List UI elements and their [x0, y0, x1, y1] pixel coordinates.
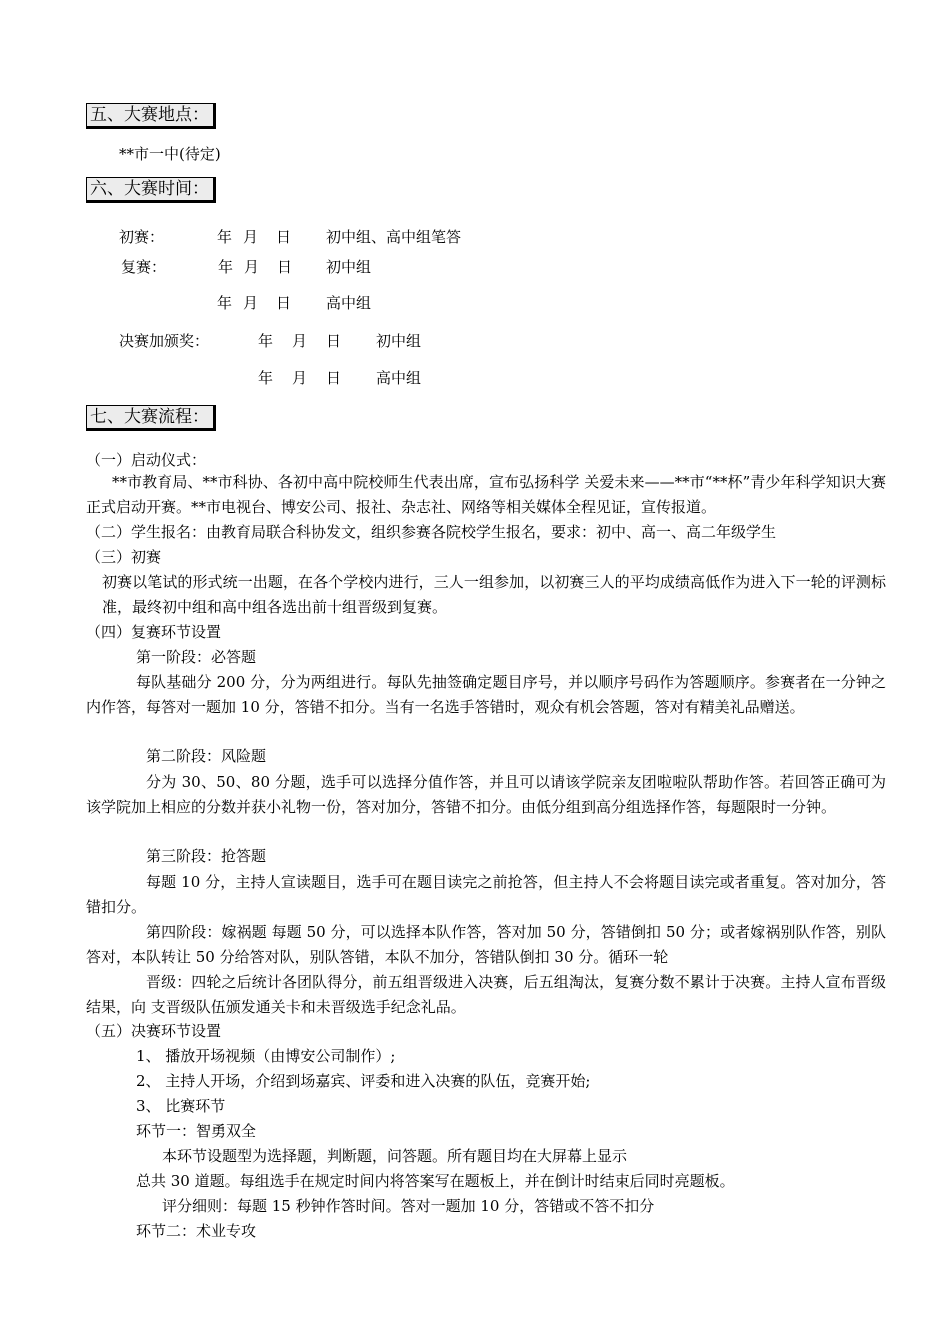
subsection-title-preliminary: （三）初赛 — [86, 548, 162, 566]
stage1-title: 第一阶段：必答题 — [136, 648, 257, 666]
schedule-day: 日 — [326, 369, 342, 387]
schedule-label: 决赛加颁奖： — [119, 332, 210, 350]
subsection-title-final: （五）决赛环节设置 — [86, 1022, 222, 1040]
stage1-paragraph: 每队基础分 200 分，分为两组进行。每队先抽签确定题目序号，并以顺序号码作为答题顺序。参赛者在一分钟之内作答，每答对一题加 10 分，答错不扣分。当有一名选手答错时，观众有机会答题，答对有精美礼品赠送。 — [86, 673, 886, 716]
schedule-year: 年 — [217, 228, 233, 246]
schedule-year: 年 — [258, 369, 274, 387]
schedule-day: 日 — [326, 332, 342, 350]
section-heading-venue: 五、大赛地点： — [86, 103, 216, 129]
section-heading-process: 七、大赛流程： — [86, 405, 216, 431]
schedule-group: 初中组 — [376, 332, 422, 350]
venue-text: **市一中(待定) — [119, 145, 221, 163]
final-item-2: 2、 主持人开场，介绍到场嘉宾、评委和进入决赛的队伍，竞赛开始; — [136, 1072, 591, 1090]
schedule-year: 年 — [258, 332, 274, 350]
schedule-month: 月 — [244, 258, 260, 276]
subsection-title-semifinal: （四）复赛环节设置 — [86, 623, 222, 641]
schedule-month: 月 — [243, 228, 259, 246]
schedule-group: 高中组 — [376, 369, 422, 387]
section-heading-time: 六、大赛时间： — [86, 177, 216, 203]
final-item-3: 3、 比赛环节 — [136, 1097, 226, 1115]
stage2-title: 第二阶段：风险题 — [146, 747, 267, 765]
registration-paragraph: （二）学生报名：由教育局联合科协发文，组织参赛各院校学生报名，要求：初中、高一、高二年级学生 — [86, 523, 777, 541]
final-item-1: 1、 播放开场视频（由博安公司制作）; — [136, 1047, 396, 1065]
schedule-month: 月 — [292, 332, 308, 350]
link1-scoring: 评分细则：每题 15 秒钟作答时间。答对一题加 10 分，答错或不答不扣分 — [162, 1197, 655, 1215]
schedule-day: 日 — [276, 228, 292, 246]
link1-title: 环节一：智勇双全 — [136, 1122, 257, 1140]
link1-text-continued: 总共 30 道题。每组选手在规定时间内将答案写在题板上，并在倒计时结束后同时亮题板。 — [136, 1172, 735, 1190]
subsection-title-launch: （一）启动仪式： — [86, 451, 207, 469]
stage3-title: 第三阶段：抢答题 — [146, 847, 267, 865]
schedule-label: 初赛： — [119, 228, 165, 246]
preliminary-paragraph: 初赛以笔试的形式统一出题，在各个学校内进行，三人一组参加，以初赛三人的平均成绩高低作为进入下一轮的评测标准，最终初中组和高中组各选出前十组晋级到复赛。 — [102, 573, 886, 616]
schedule-day: 日 — [277, 258, 293, 276]
schedule-month: 月 — [243, 294, 259, 312]
link2-title: 环节二：术业专攻 — [136, 1222, 257, 1240]
schedule-month: 月 — [292, 369, 308, 387]
schedule-year: 年 — [217, 294, 233, 312]
launch-paragraph: **市教育局、**市科协、各初中高中院校师生代表出席，宣布弘扬科学 关爱未来——**市“**杯”青少年科学知识大赛正式启动开赛。**市电视台、博安公司、报社、杂志社、网络等相关媒体全程见证，宣传报道。 — [86, 473, 886, 516]
promotion-paragraph: 晋级：四轮之后统计各团队得分，前五组晋级进入决赛，后五组淘汰，复赛分数不累计于决赛。主持人宣布晋级结果，向 支晋级队伍颁发通关卡和未晋级选手纪念礼品。 — [86, 973, 886, 1016]
link1-text: 本环节设题型为选择题，判断题，问答题。所有题目均在大屏幕上显示 — [162, 1147, 628, 1165]
schedule-label: 复赛： — [121, 258, 167, 276]
schedule-day: 日 — [276, 294, 292, 312]
stage3-paragraph: 每题 10 分，主持人宣读题目，选手可在题目读完之前抢答，但主持人不会将题目读完或者重复。答对加分，答错扣分。 — [86, 873, 886, 916]
stage2-paragraph: 分为 30、50、80 分题，选手可以选择分值作答，并且可以请该学院亲友团啦啦队帮助作答。若回答正确可为该学院加上相应的分数并获小礼物一份，答对加分，答错不扣分。由低分组到高分组选择作答，每题限时一分钟。 — [86, 773, 886, 816]
schedule-group: 初中组 — [326, 258, 372, 276]
schedule-group: 高中组 — [326, 294, 372, 312]
schedule-year: 年 — [218, 258, 234, 276]
stage4-paragraph: 第四阶段：嫁祸题 每题 50 分，可以选择本队作答，答对加 50 分，答错倒扣 50 分；或者嫁祸别队作答，别队答对，本队转让 50 分给答对队，别队答错，本队不加分，答错队倒扣 30 分。循环一轮 — [86, 923, 886, 966]
schedule-group: 初中组、高中组笔答 — [326, 228, 462, 246]
